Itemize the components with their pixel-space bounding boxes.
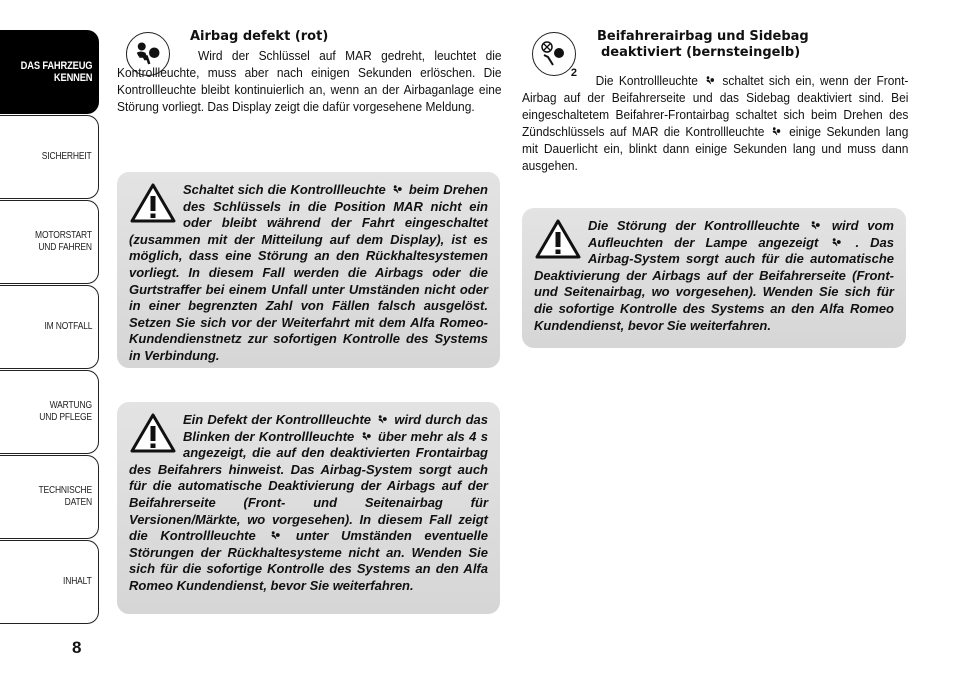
section-paragraph [522, 72, 908, 174]
warning-text-part: über mehr als 4 s angezeigt, die auf den deaktivierten Frontairbag des Beifahrers hinweist. Das Airbag-System sorgt auch für die automatische Deaktivierung der Airbags auf der Beifahrerseite (Front- und Seitenairbag für Versionen/Märkte, wo vorgesehen). In diesem Fall zeigt die Kontrollleuchte [129, 428, 488, 544]
warning-text-part: Ein Defekt der Kontrollleuchte [183, 412, 372, 427]
warning-box-1 [117, 172, 500, 368]
tab-sicherheit[interactable] [0, 115, 99, 199]
paragraph-part: einige Sekunden lang mit Dauerlicht ein, blinkt dann einige Sekunden lang und muss dann ausgehen. [522, 124, 909, 173]
warning-text-part: wird durch das Blinken der Kontrollleuchte [183, 412, 488, 444]
section-heading: deaktiviert (bernsteingelb) [601, 45, 801, 60]
section-heading: Beifahrerairbag und Sidebag [597, 29, 809, 44]
warning-text [129, 412, 488, 595]
section-heading: Airbag defekt (rot) [190, 29, 329, 44]
passenger-airbag-off-icon [772, 126, 782, 137]
airbag-icon [831, 237, 842, 248]
sidebar [0, 0, 100, 677]
tab-motorstart-und-fahren[interactable] [0, 200, 99, 284]
tab-wartung-und-pflege[interactable] [0, 370, 99, 454]
warning-triangle-icon [129, 182, 177, 224]
passenger-airbag-off-icon [532, 32, 577, 79]
warning-text [129, 182, 488, 365]
warning-text-part: . Das Airbag-System sorgt auch für die automatische Deaktivierung der Airbags auf der Beifahrerseite (Front- und Seitenairbag, wo vorgesehen). Wenden Sie sich für die sofortige Kontrolle des Systems an den Alfa Romeo Kundendienst, bevor Sie weiterfahren. [534, 234, 894, 333]
tab-label: IM NOTFALL [44, 321, 92, 332]
airbag-icon [377, 414, 388, 425]
airbag-icon [270, 530, 281, 541]
tab-label: WARTUNG UND PFLEGE [39, 400, 92, 423]
tab-label: MOTORSTART UND FAHREN [35, 230, 92, 253]
tab-label: INHALT [63, 576, 92, 587]
paragraph-part: Die Kontrollleuchte [595, 73, 698, 88]
warning-triangle-icon [129, 412, 177, 454]
passenger-airbag-off-icon [361, 431, 372, 442]
section-paragraph: Wird der Schlüssel auf MAR gedreht, leuchtet die Kontrollleuchte, muss aber nach einigen Sekunden erlöschen. Die Kontrollleuchte bleibt kontinuierlich an, wenn an der Airbaganlage eine Störung vorliegt. Das Display zeigt die dafür vorgesehene Meldung. [117, 48, 502, 114]
warning-text-part: Schaltet sich die Kontrollleuchte [183, 182, 386, 197]
paragraph-part: schaltet sich ein, wenn der Front-Airbag auf der Beifahrerseite und das Sidebag deaktiviert sind. Bei eingeschaltetem Beifahrer-Frontairbag schaltet sich beim Drehen des Zündschlüssels auf MAR die Kontrollleuchte [522, 73, 909, 139]
tab-technische-daten[interactable] [0, 455, 99, 539]
warning-box-3 [522, 208, 906, 348]
tab-das-fahrzeug-kennen[interactable] [0, 30, 99, 114]
tab-inhalt[interactable] [0, 540, 99, 624]
warning-text [534, 218, 894, 334]
tab-label: TECHNISCHE DATEN [38, 485, 92, 508]
tab-label: DAS FAHRZEUG KENNEN [20, 60, 92, 84]
warning-triangle-icon [534, 218, 582, 260]
icon-badge: 2 [570, 67, 577, 79]
warning-text-part: wird vom Aufleuchten der Lampe angezeigt [588, 218, 894, 250]
tab-im-notfall[interactable] [0, 285, 99, 369]
warning-text-part: unter Umständen eventuelle Störungen der Rückhaltesysteme nicht an. Wenden Sie sich für die sofortige Kontrolle des Systems an den Alfa Romeo Kundendienst, bevor Sie weiterfahren. [129, 528, 488, 593]
passenger-airbag-off-icon [810, 220, 821, 231]
page-number: 8 [72, 638, 82, 657]
warning-text-part: Die Störung der Kontrollleuchte [588, 218, 800, 233]
tab-label: SICHERHEIT [42, 151, 92, 162]
warning-box-2 [117, 402, 500, 614]
airbag-icon [392, 184, 403, 195]
warning-text-part: beim Drehen des Schlüssels in die Position MAR nicht ein oder bleibt während der Fahrt eingeschaltet (zusammen mit der Mitteilung auf dem Display), ist es möglich, dass eine Störung an den Rückhaltesystemen vorliegt. In diesem Fall werden die Airbags oder die Gurtstraffer bei einem Unfall unter Umständen nicht oder in einer begrenzten Zahl von Fällen falsch ausgelöst. Setzen Sie sich vor der Weiterfahrt mit dem Alfa Romeo-Kundendienstnetz zur sofortigen Kontrolle des Systems in Verbindung. [129, 182, 488, 363]
passenger-airbag-off-icon [705, 75, 715, 86]
